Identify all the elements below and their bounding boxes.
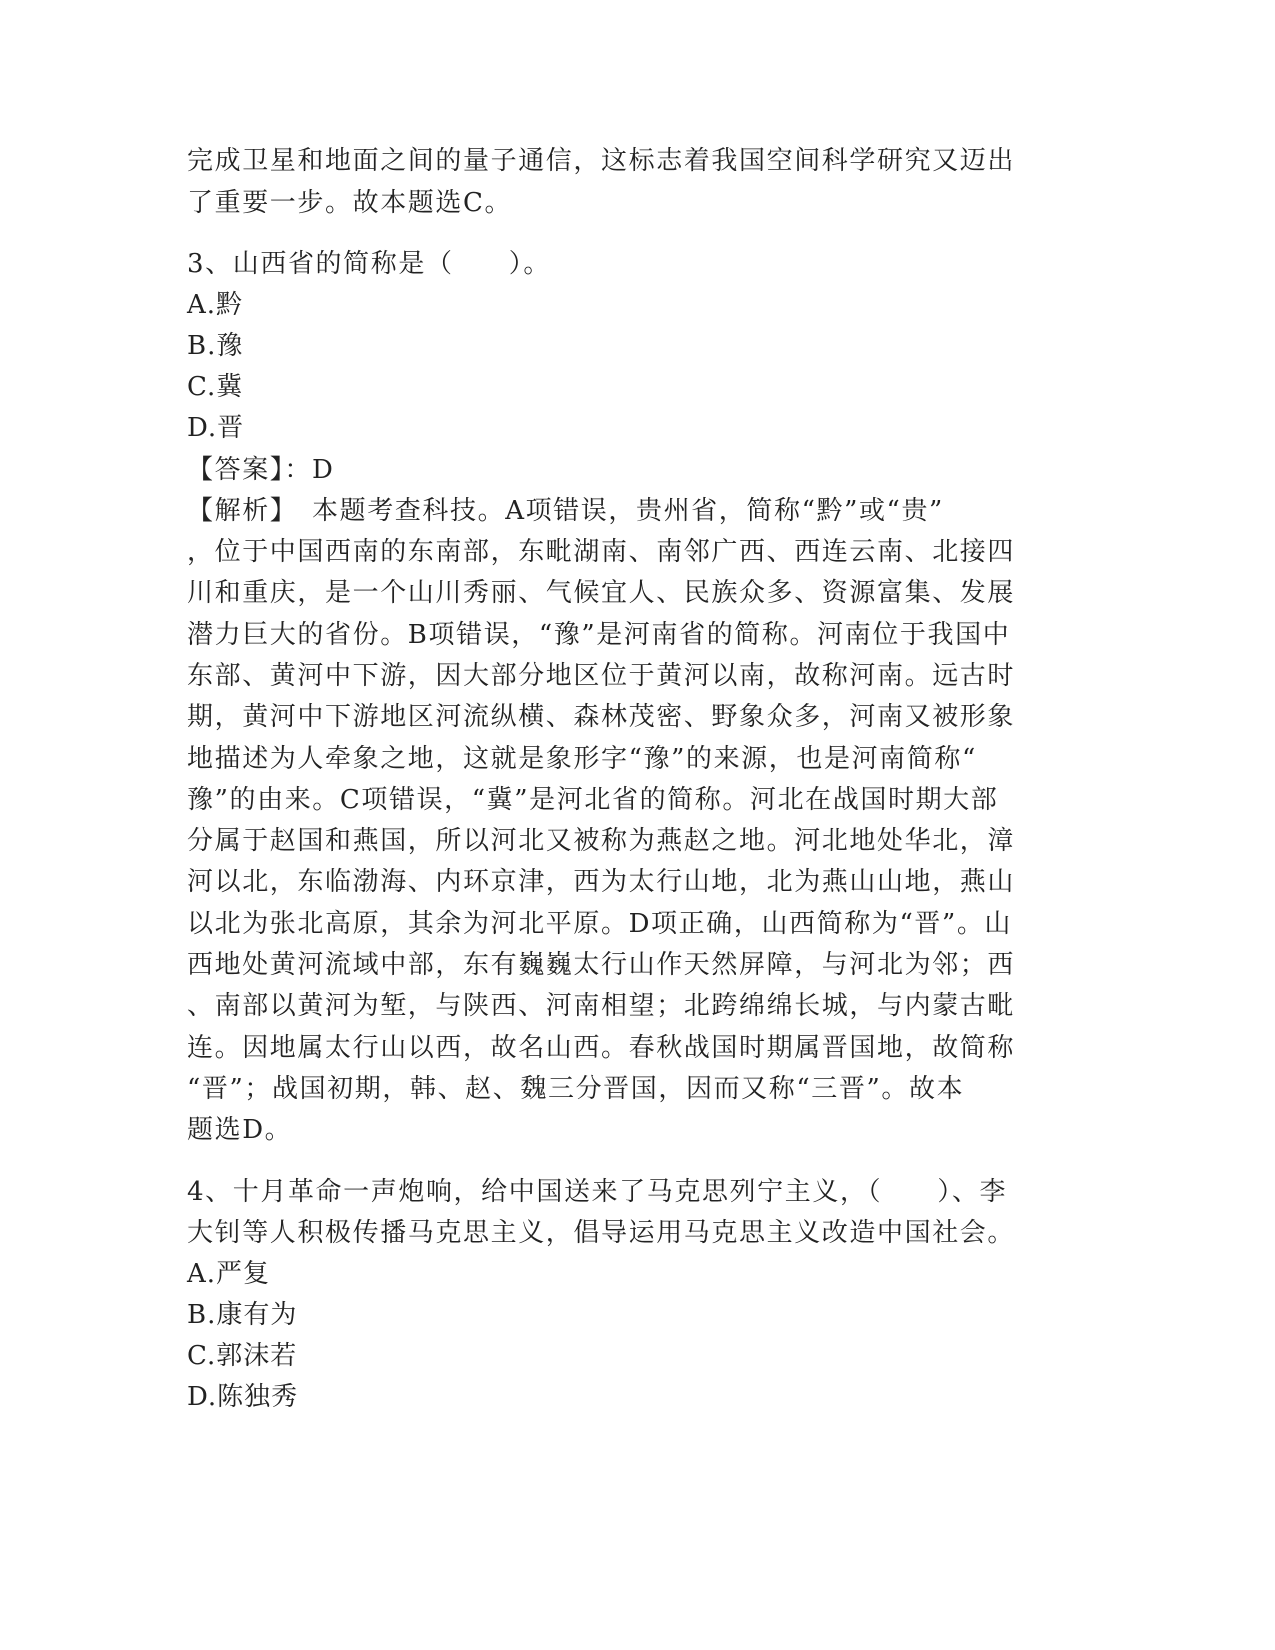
question-4-option-b: B.康有为 [187, 1300, 298, 1330]
question-4-option-c: C.郭沫若 [187, 1341, 298, 1371]
question-3-explanation-line-2: ，位于中国西南的东南部，东毗湖南、南邻广西、西连云南、北接四 [187, 537, 1016, 567]
question-3-option-d: D.晋 [187, 413, 245, 443]
question-3-explanation-line-5: 东部、黄河中下游，因大部分地区位于黄河以南，故称河南。远古时 [187, 661, 1016, 691]
question-3-explanation-line-16: 题选D。 [187, 1115, 293, 1145]
question-3-explanation-line-3: 川和重庆，是一个山川秀丽、气候宜人、民族众多、资源富集、发展 [187, 578, 1016, 608]
question-3-option-b: B.豫 [187, 331, 244, 361]
question-3-explanation-line-12: 西地处黄河流域中部，东有巍巍太行山作天然屏障，与河北为邻；西 [187, 950, 1016, 980]
question-3-option-c: C.冀 [187, 372, 244, 402]
question-3-explanation-line-10: 河以北，东临渤海、内环京津，西为太行山地，北为燕山山地，燕山 [187, 867, 1016, 897]
question-3-explanation-line-11: 以北为张北高原，其余为河北平原。D项正确，山西简称为“晋”。山 [187, 909, 1013, 939]
prev-explanation-line-1: 完成卫星和地面之间的量子通信，这标志着我国空间科学研究又迈出 [187, 146, 1016, 176]
question-4-option-d: D.陈独秀 [187, 1382, 299, 1412]
question-3-explanation-line-4: 潜力巨大的省份。B项错误，“豫”是河南省的简称。河南位于我国中 [187, 620, 1011, 650]
question-3-explanation-line-9: 分属于赵国和燕国，所以河北又被称为燕赵之地。河北地处华北，漳 [187, 826, 1016, 856]
question-3-explanation-line-7: 地描述为人牵象之地，这就是象形字“豫”的来源，也是河南简称“ [187, 744, 977, 774]
question-4-option-a: A.严复 [187, 1259, 271, 1289]
question-3-answer: 【答案】：D [187, 455, 335, 485]
question-3-explanation-line-8: 豫”的由来。C项错误，“冀”是河北省的简称。河北在战国时期大部 [187, 785, 999, 815]
question-3-explanation-line-1: 【解析】 本题考查科技。A项错误，贵州省，简称“黔”或“贵” [187, 496, 944, 526]
question-3-explanation-line-15: “晋”；战国初期，韩、赵、魏三分晋国，因而又称“三晋”。故本 [187, 1074, 965, 1104]
question-3-explanation-line-6: 期，黄河中下游地区河流纵横、森林茂密、野象众多，河南又被形象 [187, 702, 1016, 732]
question-3-stem: 3、山西省的简称是（ ）。 [187, 249, 551, 279]
question-4-stem-line-2: 大钊等人积极传播马克思主义，倡导运用马克思主义改造中国社会。 [187, 1218, 1016, 1248]
question-3-explanation-line-14: 连。因地属太行山以西，故名山西。春秋战国时期属晋国地，故简称 [187, 1033, 1016, 1063]
question-3-explanation-line-13: 、南部以黄河为堑，与陕西、河南相望；北跨绵绵长城，与内蒙古毗 [187, 991, 1016, 1021]
question-3-option-a: A.黔 [187, 290, 244, 320]
question-4-stem-line-1: 4、十月革命一声炮响，给中国送来了马克思列宁主义，（ ）、李 [187, 1177, 1008, 1207]
prev-explanation-line-2: 了重要一步。故本题选C。 [187, 188, 513, 218]
